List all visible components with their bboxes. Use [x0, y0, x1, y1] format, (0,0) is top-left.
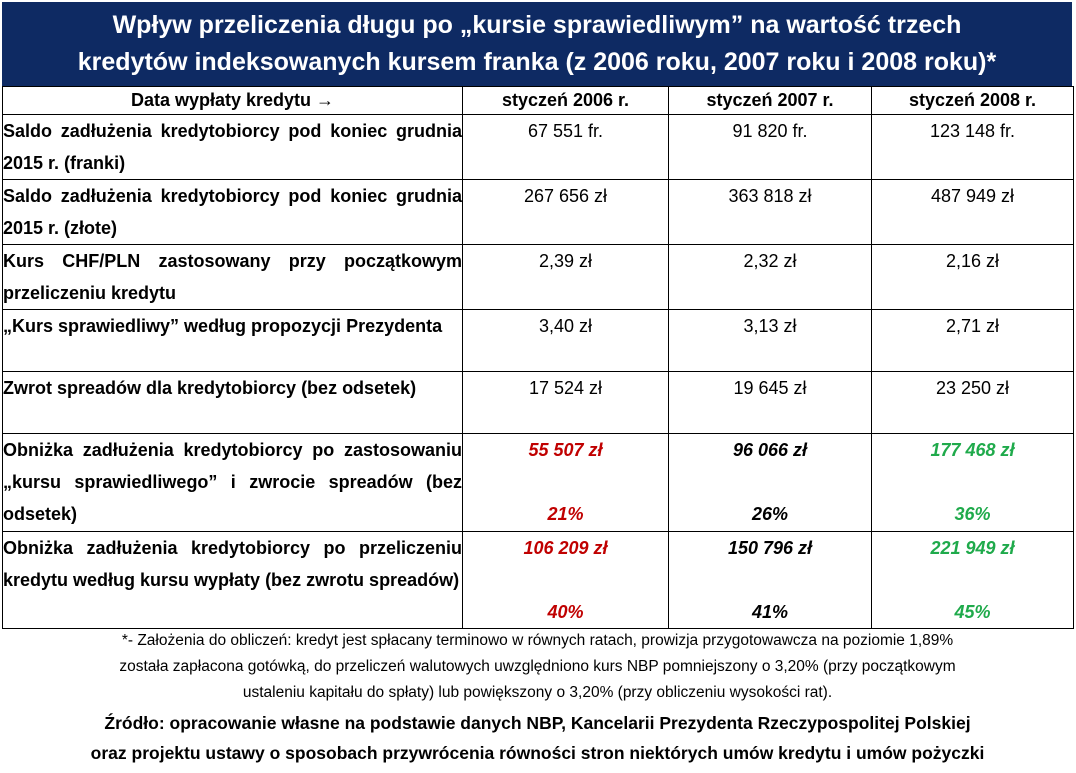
- footnote-line-2: została zapłacona gotówką, do przeliczeń walutowych uwzględniono kurs NBP pomniejszony o 3,20% (przy początkowym: [119, 658, 956, 675]
- cell-value: 487 949 zł: [872, 180, 1074, 245]
- source-line-1: Źródło: opracowanie własne na podstawie danych NBP, Kancelarii Prezydenta Rzeczypospolitej Polskiej: [104, 713, 971, 733]
- cell-amount: 96 066 zł: [732, 440, 808, 460]
- table-row: [3, 180, 1074, 245]
- cell-value: 3,40 zł: [463, 310, 669, 372]
- comparison-table: [2, 86, 1074, 629]
- row-label: „Kurs sprawiedliwy” według propozycji Prezydenta: [3, 310, 463, 372]
- cell-percent: 41%: [751, 602, 789, 622]
- table-row: [3, 115, 1074, 180]
- row-label: Obniżka zadłużenia kredytobiorcy po przeliczeniu kredytu według kursu wypłaty (bez zwrotu spreadów): [3, 532, 463, 629]
- footnote: [2, 628, 1073, 706]
- highlight-cell: [669, 532, 872, 629]
- cell-value: 267 656 zł: [463, 180, 669, 245]
- cell-value: 2,71 zł: [872, 310, 1074, 372]
- cell-amount: 55 507 zł: [528, 440, 603, 460]
- title-line-1: Wpływ przeliczenia długu po „kursie sprawiedliwym” na wartość trzech: [112, 11, 962, 39]
- cell-value: 2,16 zł: [872, 245, 1074, 310]
- table-title: [2, 2, 1072, 86]
- cell-percent: 36%: [954, 504, 991, 524]
- cell-value: 363 818 zł: [669, 180, 872, 245]
- row-label: Kurs CHF/PLN zastosowany przy początkowym przeliczeniu kredytu: [3, 245, 463, 310]
- header-col-2008: styczeń 2008 r.: [872, 87, 1074, 115]
- table-row: [3, 532, 1074, 629]
- row-label: Obniżka zadłużenia kredytobiorcy po zastosowaniu „kursu sprawiedliwego” i zwrocie spreadów (bez odsetek): [3, 434, 463, 532]
- source-note: [2, 708, 1073, 768]
- highlight-cell: [872, 532, 1074, 629]
- cell-amount: 177 468 zł: [930, 440, 1015, 460]
- table-row: [3, 245, 1074, 310]
- table-row: [3, 310, 1074, 372]
- cell-value: 2,32 zł: [669, 245, 872, 310]
- cell-value: 123 148 fr.: [872, 115, 1074, 180]
- cell-value: 23 250 zł: [872, 372, 1074, 434]
- highlight-cell: [463, 532, 669, 629]
- table-header-row: [3, 87, 1074, 115]
- cell-value: 91 820 fr.: [669, 115, 872, 180]
- cell-percent: 40%: [547, 602, 584, 622]
- cell-percent: 21%: [547, 504, 584, 524]
- table-row: [3, 434, 1074, 532]
- highlight-cell: [872, 434, 1074, 532]
- cell-value: 2,39 zł: [463, 245, 669, 310]
- cell-value: 67 551 fr.: [463, 115, 669, 180]
- cell-percent: 45%: [954, 602, 991, 622]
- row-label: Zwrot spreadów dla kredytobiorcy (bez odsetek): [3, 372, 463, 434]
- cell-amount: 106 209 zł: [523, 538, 608, 558]
- table-row: [3, 372, 1074, 434]
- cell-amount: 150 796 zł: [727, 538, 813, 558]
- header-label: Data wypłaty kredytu →: [3, 87, 463, 115]
- footnote-line-1: *- Założenia do obliczeń: kredyt jest spłacany terminowo w równych ratach, prowizja przygotowawcza na poziomie 1,89%: [121, 632, 954, 649]
- footnote-line-3: ustaleniu kapitału do spłaty) lub powiększony o 3,20% (przy obliczeniu wysokości rat).: [242, 684, 833, 701]
- cell-percent: 26%: [751, 504, 789, 524]
- row-label: Saldo zadłużenia kredytobiorcy pod koniec grudnia 2015 r. (franki): [3, 115, 463, 180]
- source-line-2: oraz projektu ustawy o sposobach przywrócenia równości stron niektórych umów kredytu i umów pożyczki: [90, 743, 985, 763]
- cell-value: 3,13 zł: [669, 310, 872, 372]
- header-col-2006: styczeń 2006 r.: [463, 87, 669, 115]
- header-col-2007: styczeń 2007 r.: [669, 87, 872, 115]
- highlight-cell: [463, 434, 669, 532]
- cell-value: 19 645 zł: [669, 372, 872, 434]
- row-label: Saldo zadłużenia kredytobiorcy pod koniec grudnia 2015 r. (złote): [3, 180, 463, 245]
- cell-amount: 221 949 zł: [930, 538, 1015, 558]
- highlight-cell: [669, 434, 872, 532]
- title-line-2: kredytów indeksowanych kursem franka (z 2006 roku, 2007 roku i 2008 roku)*: [77, 48, 997, 76]
- cell-value: 17 524 zł: [463, 372, 669, 434]
